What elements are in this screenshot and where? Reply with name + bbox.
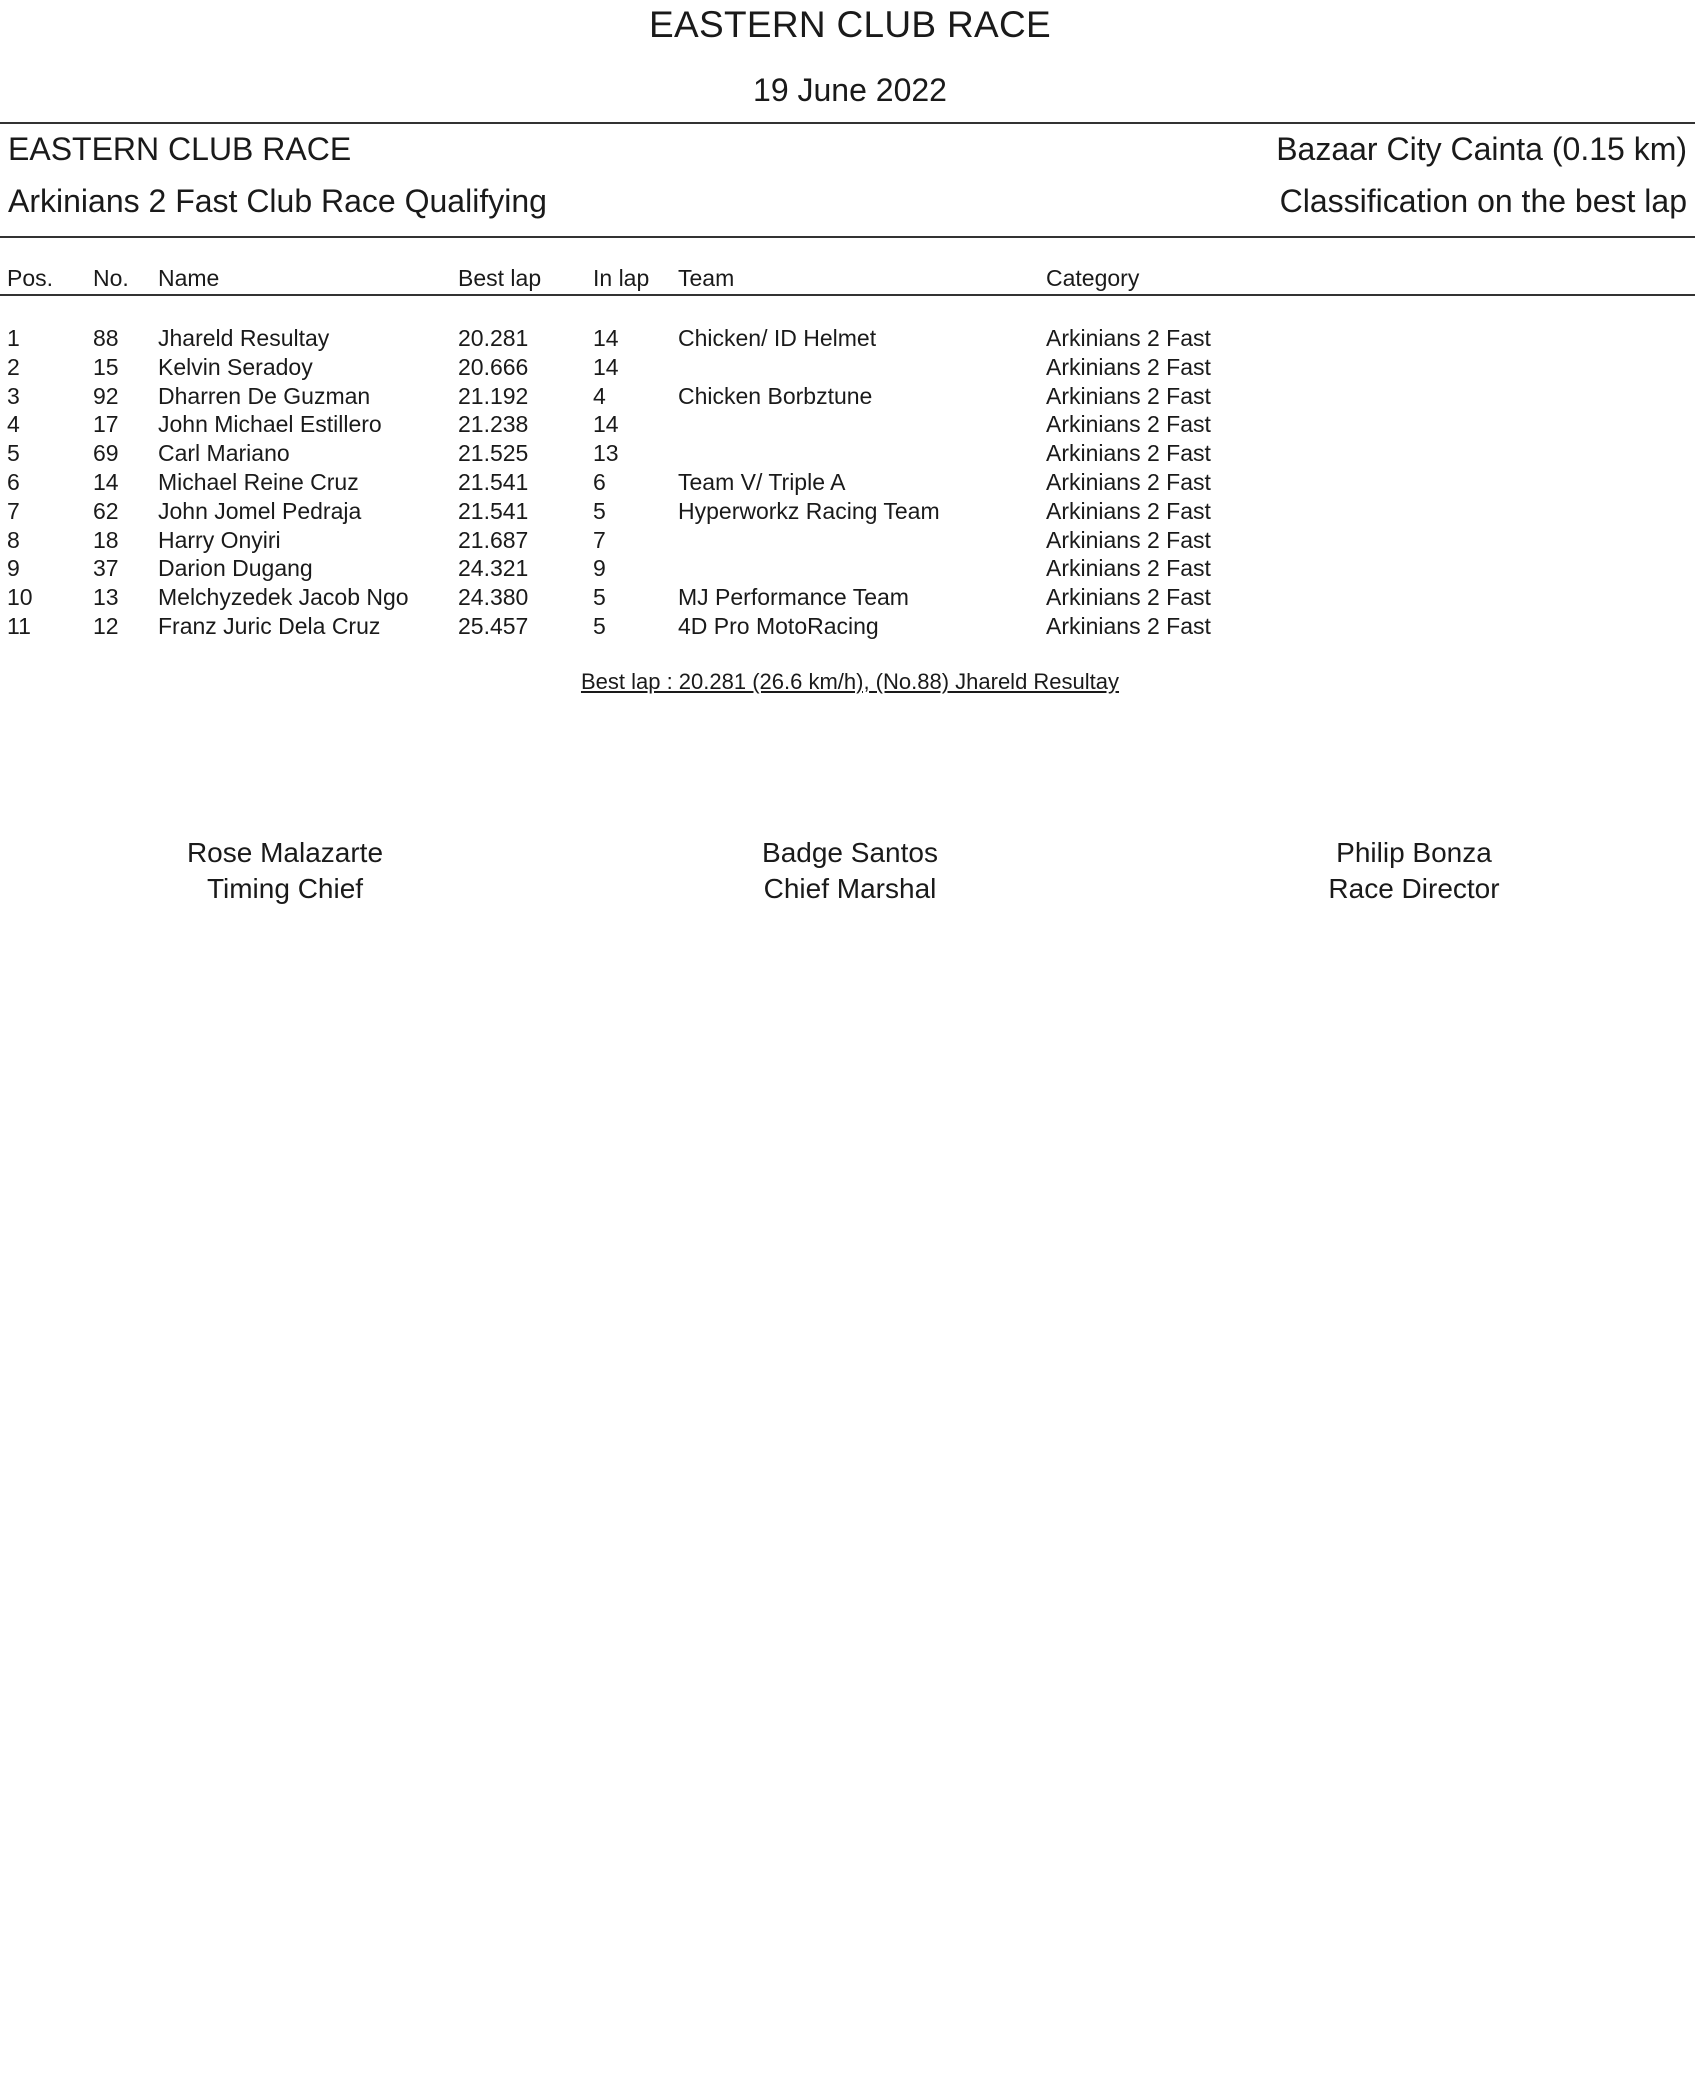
- cell-in-lap: 5: [593, 497, 606, 524]
- document-title: EASTERN CLUB RACE: [649, 4, 1051, 45]
- cell-in-lap: 7: [593, 526, 606, 553]
- cell-category: Arkinians 2 Fast: [1046, 325, 1211, 351]
- best-lap-summary-text: Best lap : 20.281 (26.6 km/h), (No.88) Jhareld Resultay: [580, 669, 1120, 694]
- classification-type: Classification on the best lap: [1279, 183, 1687, 219]
- cell-pos: 9: [7, 555, 20, 582]
- cell-pos: 8: [7, 526, 20, 553]
- cell-category: Arkinians 2 Fast: [1046, 497, 1211, 524]
- cell-best-lap: 20.281: [458, 325, 529, 351]
- cell-name: Franz Juric Dela Cruz: [158, 613, 381, 639]
- cell-best-lap: 21.541: [458, 469, 529, 495]
- cell-no: 92: [93, 382, 119, 409]
- cell-category: Arkinians 2 Fast: [1046, 584, 1211, 611]
- cell-best-lap: 21.687: [458, 526, 529, 553]
- cell-best-lap: 21.525: [458, 440, 529, 467]
- signature-timing-chief: [85, 835, 485, 907]
- table-header-divider: [0, 294, 1695, 296]
- cell-no: 18: [93, 526, 119, 553]
- cell-name: Carl Mariano: [158, 440, 290, 467]
- cell-no: 17: [93, 411, 119, 438]
- col-header-best-lap: Best lap: [458, 265, 542, 291]
- best-lap-summary: [0, 669, 1700, 695]
- cell-best-lap: 24.321: [458, 555, 529, 582]
- cell-in-lap: 14: [593, 411, 619, 438]
- cell-team: MJ Performance Team: [678, 584, 909, 611]
- cell-pos: 6: [7, 469, 20, 495]
- document-date: 19 June 2022: [753, 72, 947, 108]
- cell-pos: 1: [7, 325, 20, 351]
- cell-category: Arkinians 2 Fast: [1046, 440, 1211, 467]
- cell-in-lap: 5: [593, 584, 606, 611]
- cell-pos: 10: [7, 584, 33, 611]
- cell-category: Arkinians 2 Fast: [1046, 613, 1211, 639]
- cell-in-lap: 14: [593, 353, 619, 380]
- signature-race-director: [1214, 835, 1614, 907]
- cell-team: Chicken/ ID Helmet: [678, 325, 877, 351]
- col-header-in-lap: In lap: [593, 265, 650, 291]
- venue: Bazaar City Cainta (0.15 km): [1276, 131, 1687, 167]
- cell-name: Harry Onyiri: [158, 526, 281, 553]
- cell-team: Hyperworkz Racing Team: [678, 497, 940, 524]
- col-header-name: Name: [158, 265, 220, 291]
- cell-category: Arkinians 2 Fast: [1046, 469, 1211, 495]
- signature-chief-marshal: [650, 835, 1050, 907]
- cell-team: Team V/ Triple A: [678, 469, 846, 495]
- cell-pos: 11: [7, 613, 31, 639]
- cell-no: 88: [93, 325, 119, 351]
- cell-category: Arkinians 2 Fast: [1046, 555, 1211, 582]
- session-name: Arkinians 2 Fast Club Race Qualifying: [8, 183, 547, 219]
- cell-team: Chicken Borbztune: [678, 382, 873, 409]
- signature-role: Chief Marshal: [763, 873, 937, 904]
- cell-in-lap: 13: [593, 440, 619, 467]
- cell-category: Arkinians 2 Fast: [1046, 382, 1211, 409]
- col-header-pos: Pos.: [7, 265, 54, 291]
- cell-name: Jhareld Resultay: [158, 325, 330, 351]
- event-name: EASTERN CLUB RACE: [8, 131, 352, 167]
- cell-best-lap: 21.541: [458, 497, 529, 524]
- signature-name: Badge Santos: [762, 837, 938, 868]
- cell-no: 13: [93, 584, 119, 611]
- cell-best-lap: 24.380: [458, 584, 529, 611]
- cell-best-lap: 25.457: [458, 613, 529, 639]
- cell-pos: 7: [7, 497, 20, 524]
- signature-role: Timing Chief: [206, 873, 364, 904]
- cell-pos: 2: [7, 353, 20, 380]
- signature-name: Rose Malazarte: [186, 837, 384, 868]
- cell-in-lap: 4: [593, 382, 606, 409]
- cell-name: John Michael Estillero: [158, 411, 382, 438]
- cell-in-lap: 14: [593, 325, 619, 351]
- cell-no: 12: [93, 613, 119, 639]
- cell-name: Darion Dugang: [158, 555, 313, 582]
- cell-pos: 3: [7, 382, 20, 409]
- cell-team: 4D Pro MotoRacing: [678, 613, 879, 639]
- cell-name: Melchyzedek Jacob Ngo: [158, 584, 409, 611]
- cell-in-lap: 6: [593, 469, 606, 495]
- signature-role: Race Director: [1328, 873, 1500, 904]
- cell-no: 69: [93, 440, 119, 467]
- cell-name: John Jomel Pedraja: [158, 497, 362, 524]
- cell-no: 15: [93, 353, 119, 380]
- cell-name: Michael Reine Cruz: [158, 469, 359, 495]
- cell-pos: 4: [7, 411, 20, 438]
- col-header-team: Team: [678, 265, 735, 291]
- header-divider-bottom: [0, 236, 1695, 238]
- cell-category: Arkinians 2 Fast: [1046, 353, 1211, 380]
- header-divider-top: [0, 122, 1695, 124]
- signature-name: Philip Bonza: [1336, 837, 1492, 868]
- col-header-no: No.: [93, 265, 129, 291]
- cell-name: Kelvin Seradoy: [158, 353, 313, 380]
- cell-no: 62: [93, 497, 119, 524]
- cell-in-lap: 5: [593, 613, 606, 639]
- cell-no: 37: [93, 555, 119, 582]
- cell-pos: 5: [7, 440, 20, 467]
- cell-best-lap: 20.666: [458, 353, 529, 380]
- cell-name: Dharren De Guzman: [158, 382, 371, 409]
- cell-best-lap: 21.238: [458, 411, 529, 438]
- col-header-category: Category: [1046, 265, 1140, 291]
- cell-in-lap: 9: [593, 555, 606, 582]
- cell-category: Arkinians 2 Fast: [1046, 411, 1211, 438]
- cell-best-lap: 21.192: [458, 382, 529, 409]
- cell-category: Arkinians 2 Fast: [1046, 526, 1211, 553]
- cell-no: 14: [93, 469, 119, 495]
